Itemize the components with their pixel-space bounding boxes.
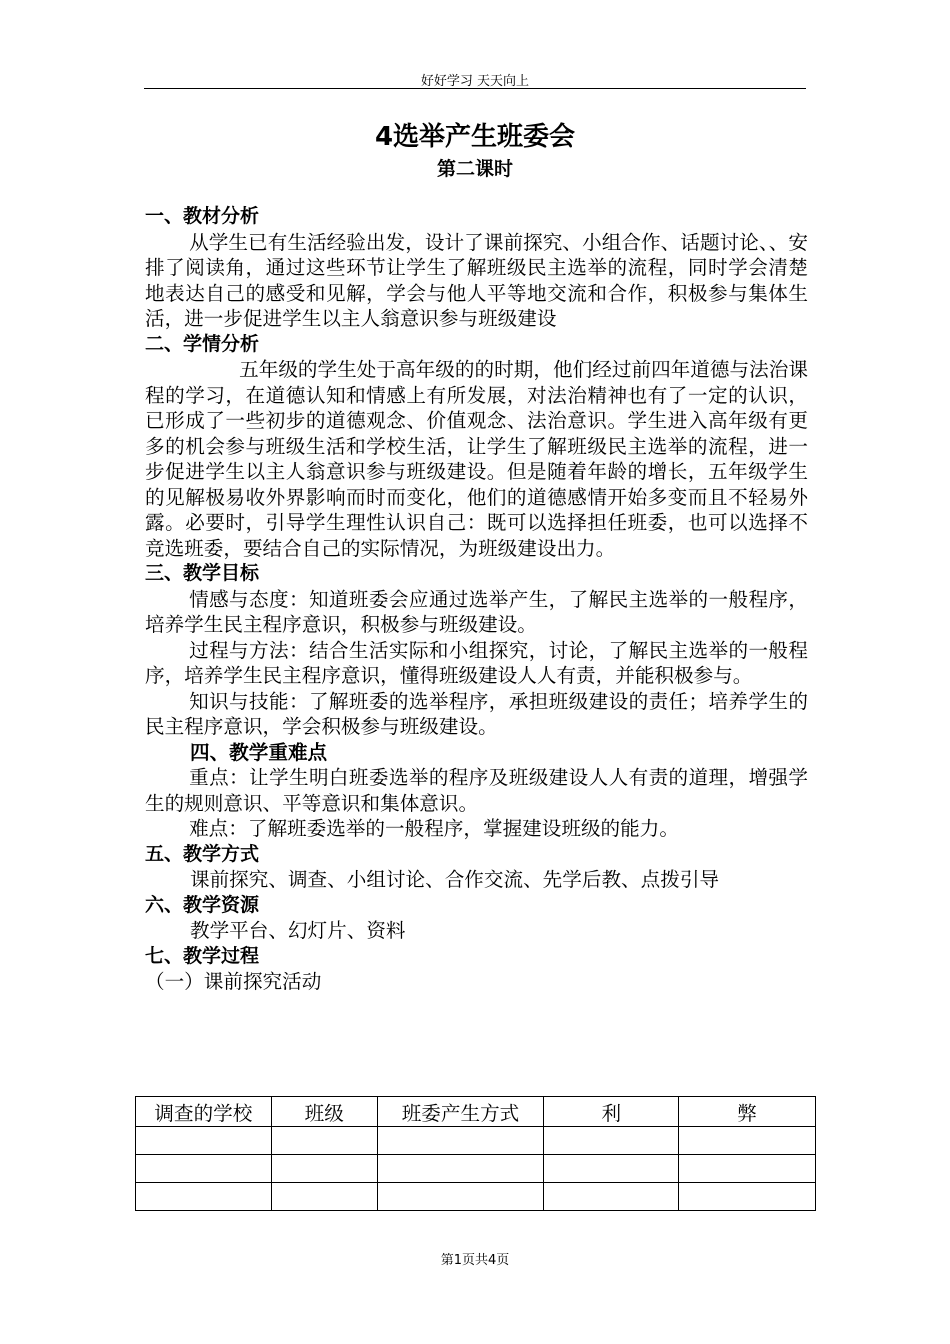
table-cell[interactable] (271, 1155, 377, 1183)
table-cell[interactable] (377, 1183, 544, 1211)
table-cell[interactable] (136, 1183, 272, 1211)
document-title: 4选举产生班委会 (374, 122, 576, 152)
goal-knowledge-skill: 知识与技能：了解班委的选举程序，承担班级建设的责任；培养学生的民主程序意识，学会积极参与班级建设。 (145, 689, 808, 738)
section-6-paragraph: 教学平台、幻灯片、资料 (190, 919, 406, 942)
table-cell[interactable] (271, 1183, 377, 1211)
column-header-pros: 利 (544, 1097, 679, 1127)
key-point-paragraph: 重点：让学生明白班委选举的程序及班级建设人人有责的道理，增强学生的规则意识、平等意识和集体意识。 (145, 766, 808, 815)
document-body (145, 204, 808, 995)
section-heading-2: 二、学情分析 (145, 332, 260, 355)
table-cell[interactable] (136, 1155, 272, 1183)
table-header-row (136, 1097, 816, 1127)
column-header-cons: 弊 (679, 1097, 816, 1127)
table-cell[interactable] (544, 1183, 679, 1211)
table-row (136, 1183, 816, 1211)
header-divider (144, 88, 806, 89)
section-heading-5: 五、教学方式 (145, 842, 260, 865)
goal-process-method: 过程与方法：结合生活实际和小组探究，讨论，了解民主选举的一般程序，培养学生民主程序意识，懂得班级建设人人有责，并能积极参与。 (145, 638, 808, 687)
table-cell[interactable] (679, 1183, 816, 1211)
difficulty-paragraph: 难点：了解班委选举的一般程序，掌握建设班级的能力。 (189, 817, 679, 840)
goal-emotion-attitude: 情感与态度：知道班委会应通过选举产生，了解民主选举的一般程序，培养学生民主程序意识，积极参与班级建设。 (145, 587, 808, 636)
column-header-class: 班级 (271, 1097, 377, 1127)
section-heading-6: 六、教学资源 (145, 893, 260, 916)
section-heading-3: 三、教学目标 (145, 562, 260, 584)
section-heading-1: 一、教材分析 (145, 205, 260, 227)
survey-table (135, 1096, 816, 1211)
section-heading-7: 七、教学过程 (145, 944, 260, 967)
section-2-paragraph: 五年级的学生处于高年级的的时期，他们经过前四年道德与法治课程的学习，在道德认知和情感上有所发展，对法治精神也有了一定的认识，已形成了一些初步的道德观念、价值观念、法治意识。学生进入高年级有更多的机会参与班级生活和学校生活，让学生了解班级民主选举的流程，进一步促进学生以主人翁意识参与班级建设。但是随着年龄的增长，五年级学生的见解极易收外界影响而时而变化，他们的道德感情开始多变而且不轻易外露。必要时，引导学生理性认识自己：既可以选择担任班委，也可以选择不竞选班委，要结合自己的实际情况，为班级建设出力。 (145, 358, 808, 560)
table-cell[interactable] (679, 1127, 816, 1155)
section-1-paragraph: 从学生已有生活经验出发，设计了课前探究、小组合作、话题讨论、、安排了阅读角，通过这些环节让学生了解班级民主选举的流程，同时学会清楚地表达自己的感受和见解，学会与他人平等地交流和合作，积极参与集体生活，进一步促进学生以主人翁意识参与班级建设 (145, 230, 808, 330)
table-cell[interactable] (136, 1127, 272, 1155)
column-header-school: 调查的学校 (136, 1097, 272, 1127)
page-header: 好好学习 天天向上 (420, 74, 530, 89)
table-cell[interactable] (377, 1155, 544, 1183)
table-cell[interactable] (544, 1127, 679, 1155)
table-row (136, 1127, 816, 1155)
table-cell[interactable] (679, 1155, 816, 1183)
section-5-paragraph: 课前探究、调查、小组讨论、合作交流、先学后教、点拨引导 (190, 868, 720, 891)
table-cell[interactable] (544, 1155, 679, 1183)
table-cell[interactable] (377, 1127, 544, 1155)
table-cell[interactable] (271, 1127, 377, 1155)
page-footer: 第1页共4页 (440, 1253, 510, 1268)
section-heading-4: 四、教学重难点 (190, 740, 328, 764)
table-row (136, 1155, 816, 1183)
column-header-method: 班委产生方式 (377, 1097, 544, 1127)
document-subtitle: 第二课时 (436, 158, 513, 180)
section-7-subheading: （一）课前探究活动 (145, 970, 322, 993)
